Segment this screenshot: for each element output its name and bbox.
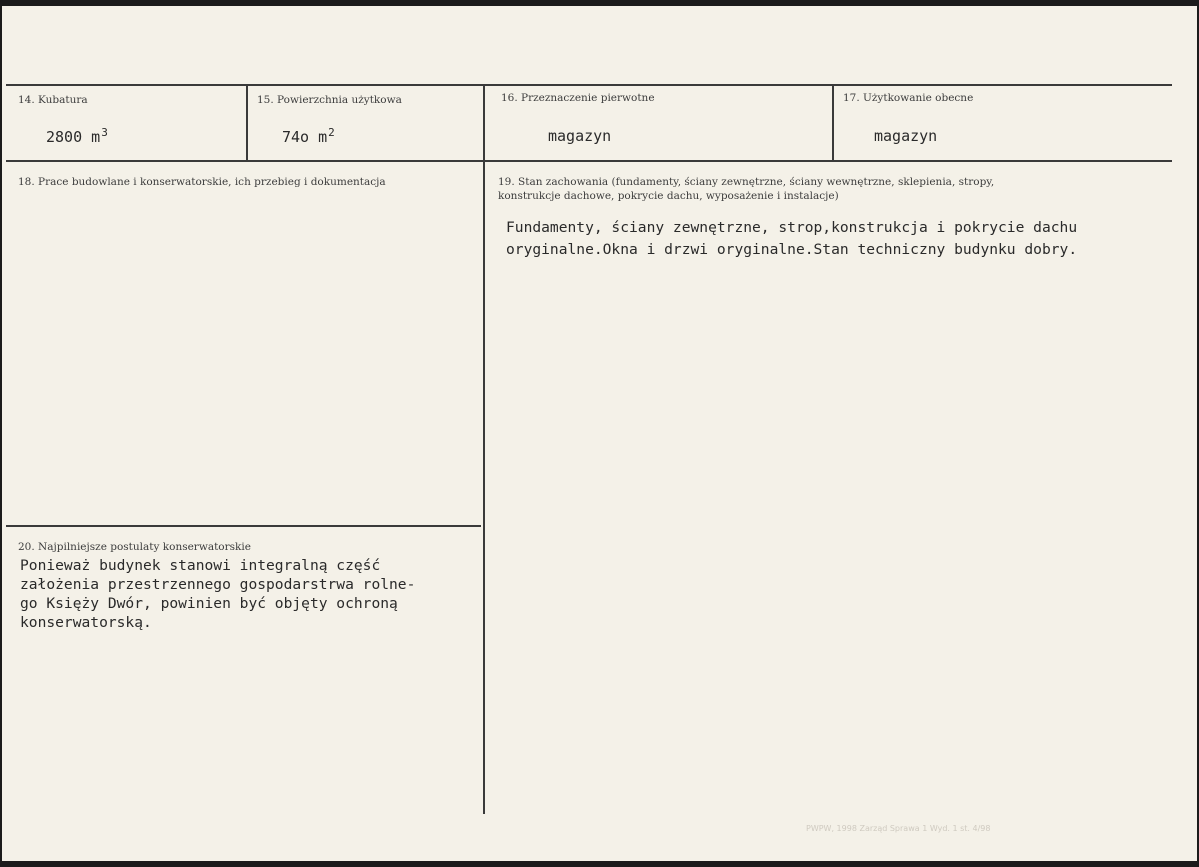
top-border bbox=[6, 84, 1172, 86]
powierzchnia-number: 74o m bbox=[282, 128, 328, 146]
col-divider-2 bbox=[832, 86, 834, 160]
przeznaczenie-label: 16. Przeznaczenie pierwotne bbox=[501, 92, 655, 104]
postulaty-text-line-1: Ponieważ budynek stanowi integralną część bbox=[20, 557, 381, 574]
record-card bbox=[2, 6, 1197, 861]
powierzchnia-value bbox=[282, 126, 335, 146]
kubatura-number: 2800 m bbox=[46, 128, 101, 146]
row-divider bbox=[6, 160, 1172, 162]
col-divider-1 bbox=[246, 86, 248, 160]
stan-label-line-2: konstrukcje dachowe, pokrycie dachu, wyposażenie i instalacje) bbox=[498, 190, 839, 202]
printer-imprint: PWPW, 1998 Zarząd Sprawa 1 Wyd. 1 st. 4/98 bbox=[806, 824, 991, 833]
uzytkowanie-value: magazyn bbox=[874, 127, 938, 145]
kubatura-exponent: 3 bbox=[101, 126, 108, 139]
postulaty-text-line-4: konserwatorską. bbox=[20, 614, 152, 631]
stan-text-line-2: oryginalne.Okna i drzwi oryginalne.Stan techniczny budynku dobry. bbox=[506, 241, 1078, 258]
powierzchnia-label: 15. Powierzchnia użytkowa bbox=[257, 94, 402, 106]
prace-label: 18. Prace budowlane i konserwatorskie, ich przebieg i dokumentacja bbox=[18, 176, 386, 188]
postulaty-text-line-2: założenia przestrzennego gospodarstrwa rolne- bbox=[20, 576, 416, 593]
powierzchnia-exponent: 2 bbox=[328, 126, 335, 139]
kubatura-label: 14. Kubatura bbox=[18, 94, 88, 106]
left-column-divider bbox=[6, 525, 481, 527]
postulaty-label: 20. Najpilniejsze postulaty konserwatorskie bbox=[18, 541, 251, 553]
stan-label-line-1: 19. Stan zachowania (fundamenty, ściany zewnętrzne, ściany wewnętrzne, sklepienia, stropy, bbox=[498, 176, 995, 188]
przeznaczenie-value: magazyn bbox=[548, 127, 612, 145]
kubatura-value bbox=[46, 126, 108, 146]
postulaty-text-line-3: go Księży Dwór, powinien być objęty ochroną bbox=[20, 595, 398, 612]
stan-text-line-1: Fundamenty, ściany zewnętrzne, strop,konstrukcja i pokrycie dachu bbox=[506, 219, 1078, 236]
main-col-divider bbox=[483, 86, 485, 814]
uzytkowanie-label: 17. Użytkowanie obecne bbox=[843, 92, 974, 104]
